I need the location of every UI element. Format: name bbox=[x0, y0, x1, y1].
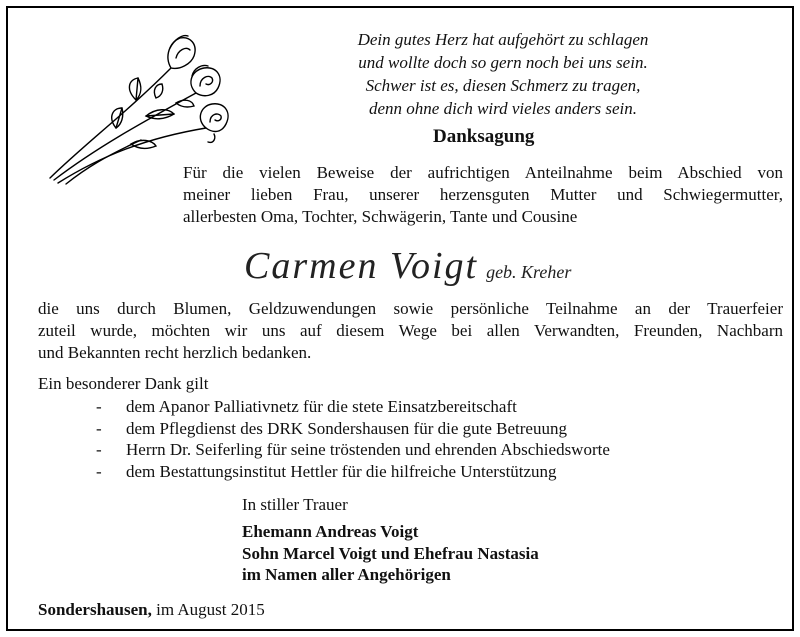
place: Sondershausen, bbox=[38, 600, 152, 619]
intro-paragraph bbox=[183, 162, 783, 228]
body-line: zuteil wurde, möchten wir uns auf diesem Wege bei allen Verwandten, Freunden, Nachbarn bbox=[38, 321, 783, 340]
deceased-birth-name: geb. Kreher bbox=[486, 262, 572, 282]
intro-line: Für die vielen Beweise der aufrichtigen Anteilnahme beim Abschied von bbox=[183, 163, 783, 182]
poem-line: denn ohne dich wird vieles anders sein. bbox=[368, 99, 637, 118]
obituary-notice bbox=[6, 6, 794, 631]
list-item-text: Herrn Dr. Seiferling für seine tröstenden und ehrenden Abschiedsworte bbox=[126, 440, 610, 459]
list-bullet: - bbox=[96, 461, 102, 481]
list-item bbox=[96, 461, 610, 483]
signers-block bbox=[242, 521, 539, 586]
body-line: die uns durch Blumen, Geldzuwendungen sowie persönliche Teilnahme an der Trauerfeier bbox=[38, 299, 783, 318]
list-item-text: dem Bestattungsinstitut Hettler für die hilfreiche Unterstützung bbox=[126, 461, 557, 481]
special-thanks-list bbox=[96, 396, 610, 482]
signer-line: Ehemann Andreas Voigt bbox=[242, 522, 419, 541]
body-paragraph bbox=[38, 298, 783, 364]
intro-line: meiner lieben Frau, unserer herzensguten Mutter und Schwiegermutter, bbox=[183, 185, 783, 204]
deceased-name-block bbox=[244, 244, 571, 288]
special-thanks-heading: Ein besonderer Dank gilt bbox=[38, 374, 209, 393]
list-item bbox=[96, 418, 610, 440]
list-item bbox=[96, 439, 610, 461]
place-date bbox=[38, 600, 265, 620]
poem bbox=[258, 28, 748, 120]
poem-line: Dein gutes Herz hat aufgehört zu schlagen bbox=[357, 30, 649, 49]
list-item-text: dem Apanor Palliativnetz für die stete Einsatzbereitschaft bbox=[126, 397, 517, 416]
date: im August 2015 bbox=[156, 600, 265, 619]
poem-line: Schwer ist es, diesen Schmerz zu tragen, bbox=[365, 76, 641, 95]
list-bullet: - bbox=[96, 418, 102, 438]
intro-line: allerbesten Oma, Tochter, Schwägerin, Tante und Cousine bbox=[183, 207, 578, 226]
body-line: und Bekannten recht herzlich bedanken. bbox=[38, 343, 312, 362]
list-bullet: - bbox=[96, 440, 102, 459]
mourning-label: In stiller Trauer bbox=[242, 495, 348, 514]
poem-line: und wollte doch so gern noch bei uns sein. bbox=[358, 53, 648, 72]
deceased-name: Carmen Voigt bbox=[244, 245, 479, 287]
list-item bbox=[96, 396, 610, 418]
list-item-text: dem Pflegdienst des DRK Sondershausen für die gute Betreuung bbox=[126, 418, 567, 438]
list-bullet: - bbox=[96, 397, 102, 416]
signer-line: Sohn Marcel Voigt und Ehefrau Nastasia bbox=[242, 543, 539, 563]
signer-line: im Namen aller Angehörigen bbox=[242, 565, 451, 584]
notice-title: Danksagung bbox=[433, 126, 535, 147]
